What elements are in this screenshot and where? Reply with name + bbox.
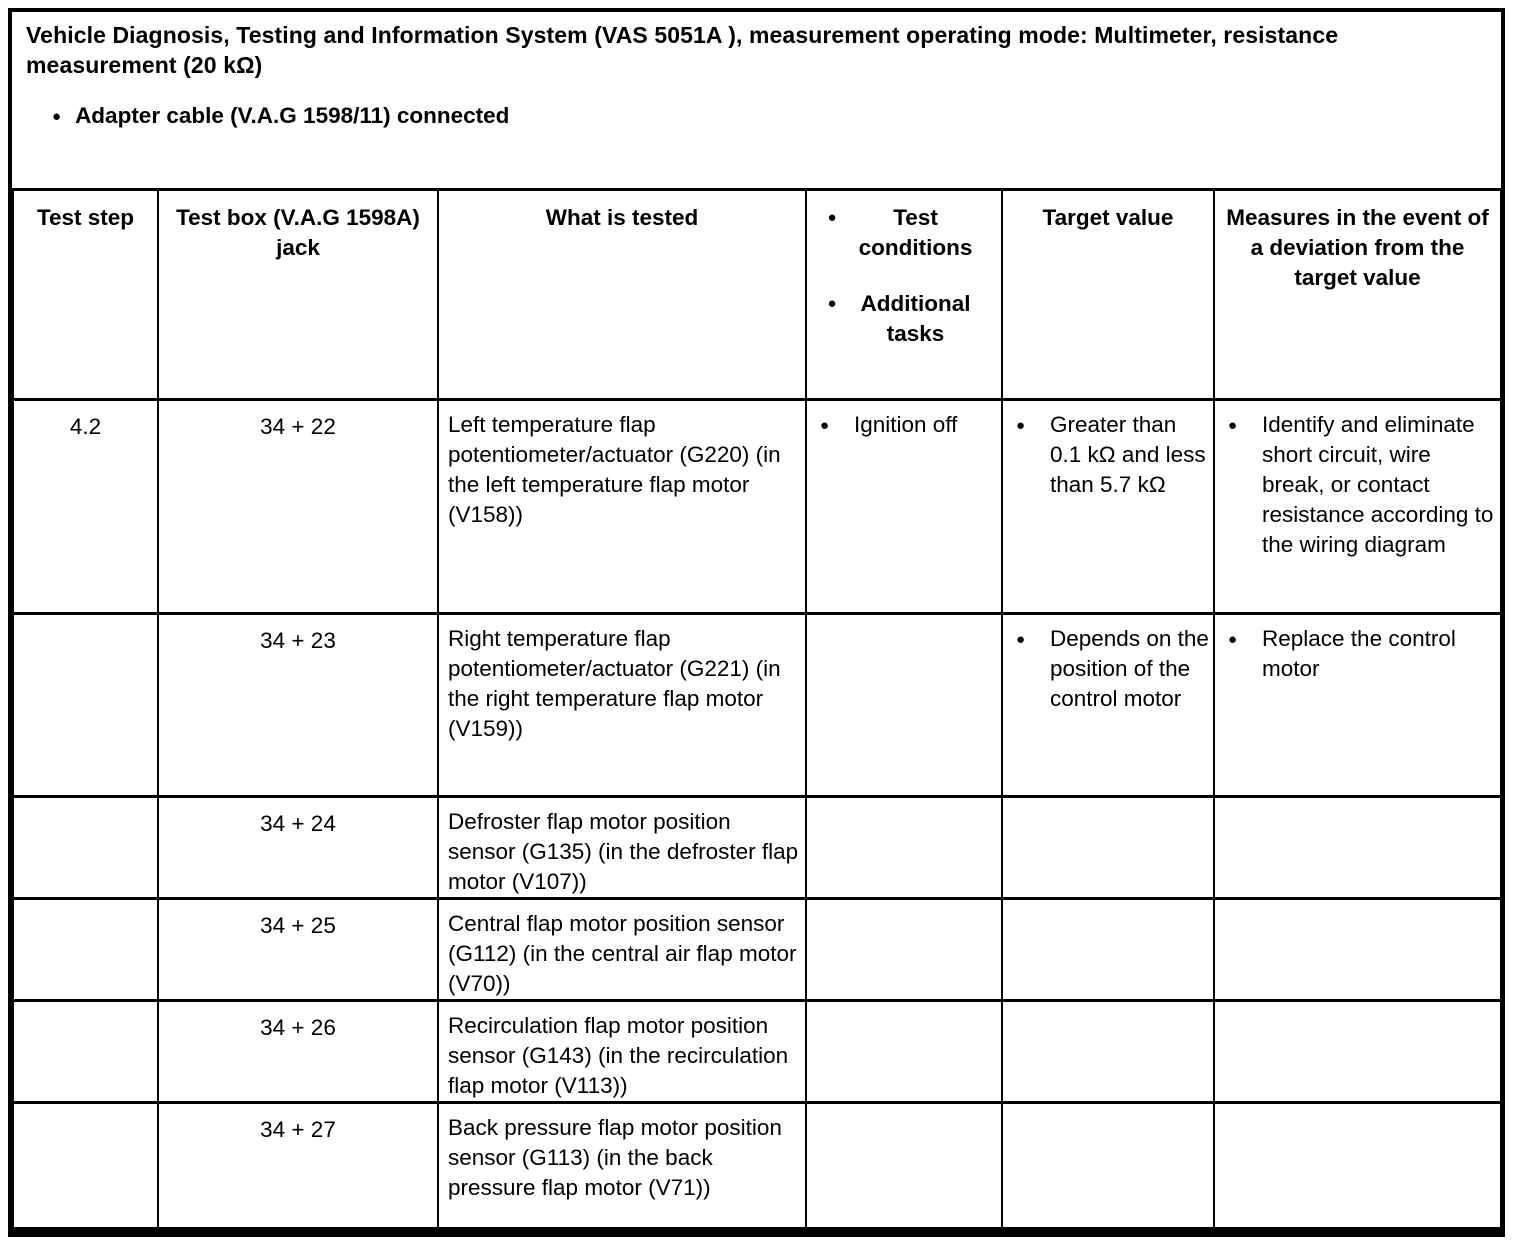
- col-header-conditions-label: Test conditions: [858, 205, 973, 260]
- col-header-test-step-label: Test step: [36, 205, 135, 230]
- cell-tested: [438, 797, 806, 899]
- header-bullet-item: [813, 289, 995, 349]
- cell-target: [1002, 1001, 1214, 1103]
- jack-value: 34 + 22: [260, 414, 336, 439]
- cell-jack: [158, 400, 438, 614]
- bullet-icon: ●: [52, 108, 62, 125]
- header-bullet-item: [813, 203, 995, 263]
- cell-tested: [438, 899, 806, 1001]
- jack-value: 34 + 25: [260, 913, 336, 938]
- cell-test-step: [13, 614, 158, 797]
- cell-measures: [1214, 899, 1501, 1001]
- bullet-icon: ●: [827, 209, 837, 226]
- col-header-measures: [1214, 190, 1501, 400]
- bullet-item: [1016, 410, 1211, 500]
- conditions-text: Ignition off: [854, 412, 958, 437]
- cell-target: [1002, 1103, 1214, 1229]
- jack-value: 34 + 26: [260, 1015, 336, 1040]
- cell-measures: [1214, 1103, 1501, 1229]
- bullet-icon: ●: [1016, 631, 1026, 648]
- bullet-icon: ●: [1228, 417, 1238, 434]
- tested-description: Right temperature flap potentiometer/actuator (G221) (in the right temperature flap motor (V159)): [448, 626, 781, 741]
- col-header-test-step: [13, 190, 158, 400]
- cell-conditions: [806, 797, 1002, 899]
- cell-measures: [1214, 614, 1501, 797]
- cell-target: [1002, 400, 1214, 614]
- measures-text: Replace the control motor: [1262, 626, 1456, 681]
- cell-conditions: [806, 1001, 1002, 1103]
- cell-conditions: [806, 1103, 1002, 1229]
- cell-test-step: [13, 400, 158, 614]
- col-header-conditions: [806, 190, 1002, 400]
- col-header-additional-tasks-label: Additional tasks: [860, 291, 971, 346]
- table-row: [13, 797, 1501, 899]
- title-block: [12, 12, 1501, 131]
- target-text: Depends on the position of the control motor: [1050, 626, 1209, 711]
- cell-tested: [438, 400, 806, 614]
- col-header-target: [1002, 190, 1214, 400]
- bullet-icon: ●: [1016, 417, 1026, 434]
- header-row: [13, 190, 1501, 400]
- tested-description: Back pressure flap motor position sensor (G113) (in the back pressure flap motor (V71)): [448, 1115, 782, 1200]
- cell-target: [1002, 614, 1214, 797]
- cell-jack: [158, 1001, 438, 1103]
- target-text: Greater than 0.1 kΩ and less than 5.7 kΩ: [1050, 412, 1206, 497]
- cell-measures: [1214, 797, 1501, 899]
- cell-measures: [1214, 400, 1501, 614]
- table-row: [13, 1001, 1501, 1103]
- cell-conditions: [806, 614, 1002, 797]
- table-row: [13, 614, 1501, 797]
- intro-bullet-item: [52, 102, 1483, 131]
- cell-tested: [438, 614, 806, 797]
- jack-value: 34 + 23: [260, 628, 336, 653]
- bullet-item: [1228, 624, 1498, 684]
- bullet-item: [1228, 410, 1498, 560]
- table-row: [13, 1103, 1501, 1229]
- table-row: [13, 899, 1501, 1001]
- cell-test-step: [13, 1103, 158, 1229]
- bullet-icon: ●: [827, 295, 837, 312]
- col-header-measures-label: Measures in the event of a deviation from the target value: [1226, 205, 1489, 290]
- jack-value: 34 + 27: [260, 1117, 336, 1142]
- tested-description: Central flap motor position sensor (G112) (in the central air flap motor (V70)): [448, 911, 797, 996]
- cell-test-step: [13, 1001, 158, 1103]
- tested-description: Defroster flap motor position sensor (G135) (in the defroster flap motor (V107)): [448, 809, 799, 894]
- cell-measures: [1214, 1001, 1501, 1103]
- test-step-value: 4.2: [69, 414, 102, 439]
- test-table: [12, 188, 1502, 1230]
- bullet-item: [1016, 624, 1211, 714]
- tested-description: Recirculation flap motor position sensor (G143) (in the recirculation flap motor (V113)): [448, 1013, 789, 1098]
- bullet-icon: ●: [1228, 631, 1238, 648]
- test-table-body: [13, 400, 1501, 1229]
- cell-jack: [158, 797, 438, 899]
- measures-text: Identify and eliminate short circuit, wire break, or contact resistance according to the wiring diagram: [1262, 412, 1494, 557]
- jack-value: 34 + 24: [260, 811, 336, 836]
- page-frame: [8, 8, 1505, 1237]
- cell-test-step: [13, 899, 158, 1001]
- cell-jack: [158, 1103, 438, 1229]
- col-header-tested-label: What is tested: [545, 205, 699, 230]
- bullet-icon: ●: [820, 417, 830, 434]
- col-header-jack-label: Test box (V.A.G 1598A) jack: [176, 205, 420, 260]
- cell-conditions: [806, 400, 1002, 614]
- table-row: [13, 400, 1501, 614]
- col-header-tested: [438, 190, 806, 400]
- cell-target: [1002, 899, 1214, 1001]
- col-header-target-label: Target value: [1042, 205, 1174, 230]
- tested-description: Left temperature flap potentiometer/actuator (G220) (in the left temperature flap motor (V158)): [448, 412, 781, 527]
- cell-test-step: [13, 797, 158, 899]
- col-header-jack: [158, 190, 438, 400]
- cell-tested: [438, 1103, 806, 1229]
- cell-jack: [158, 899, 438, 1001]
- test-table-header: [13, 190, 1501, 400]
- cell-conditions: [806, 899, 1002, 1001]
- cell-target: [1002, 797, 1214, 899]
- page-title: Vehicle Diagnosis, Testing and Information System (VAS 5051A ), measurement operating mode: Multimeter, resistance measurement (20 kΩ): [26, 22, 1339, 78]
- bullet-item: [820, 410, 999, 441]
- cell-jack: [158, 614, 438, 797]
- cell-tested: [438, 1001, 806, 1103]
- intro-bullet-text: Adapter cable (V.A.G 1598/11) connected: [75, 103, 510, 128]
